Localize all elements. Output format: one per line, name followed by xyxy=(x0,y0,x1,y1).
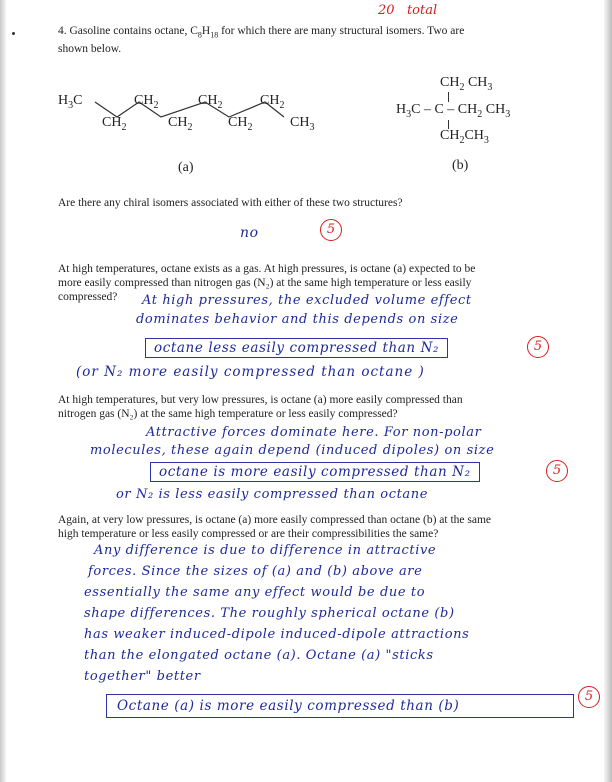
intro-h: H xyxy=(201,25,211,37)
q2-line-3: compressed? xyxy=(58,291,118,303)
q4-hand-4: shape differences. The roughly spherical octane (b) xyxy=(84,606,455,621)
page-edge-right xyxy=(604,0,612,782)
q3-boxed-answer: octane is more easily compressed than N₂ xyxy=(150,462,480,482)
q4-hand-1: Any difference is due to difference in attractive xyxy=(94,543,437,558)
structure-a-h3c: $H_3C$ xyxy=(58,93,83,111)
total-score-label: 20 total xyxy=(378,3,438,18)
page-edge-left xyxy=(0,0,6,782)
q4-hand-2: forces. Since the sizes of (a) and (b) above are xyxy=(88,564,423,579)
q1-score-circle: 5 xyxy=(320,219,342,241)
q4-hand-5: has weaker induced-dipole induced-dipole attractions xyxy=(84,627,470,642)
structure-a-ch2-top-1: $CH_2$ xyxy=(134,93,159,111)
intro-sub-18: 18 xyxy=(210,30,219,40)
q4-line-1: Again, at very low pressures, is octane (a) more easily compressed than octane (b) at the same xyxy=(58,514,492,526)
q3-line-1: At high temperatures, but very low pressures, is octane (a) more easily compressed than xyxy=(58,394,463,406)
q4-text xyxy=(58,513,491,541)
q1-text: Are there any chiral isomers associated with either of these two structures? xyxy=(58,197,403,209)
q4-line-2: high temperature or less easily compressed or are their compressibilities the same? xyxy=(58,528,439,540)
structure-b-caption: (b) xyxy=(452,158,469,173)
q1-answer: no xyxy=(240,225,259,241)
structure-a-caption: (a) xyxy=(178,160,194,175)
q2-hand-1: At high pressures, the excluded volume effect xyxy=(142,293,472,308)
structure-b-vbond-top xyxy=(448,92,449,102)
structure-a-ch2-top-3: $CH_2$ xyxy=(260,93,285,111)
question-intro xyxy=(58,24,558,56)
q3-score-circle: 5 xyxy=(546,460,568,482)
structure-a-ch2-bottom-1: $CH_2$ xyxy=(102,115,127,133)
structure-b-middle: $H_3C$ – C – $CH_2$ $CH_3$ xyxy=(396,102,511,120)
question-number: 4. xyxy=(58,25,67,37)
q3-text xyxy=(58,393,463,421)
q2-boxed-answer: octane less easily compressed than N₂ xyxy=(145,338,448,358)
q4-hand-7: together" better xyxy=(84,669,201,684)
q4-boxed-answer: Octane (a) is more easily compressed than (b) xyxy=(106,694,574,718)
structure-a-ch2-bottom-3: $CH_2$ xyxy=(228,115,253,133)
q4-score-circle: 5 xyxy=(578,686,600,708)
intro-text-rest: for which there are many structural isomers. Two are xyxy=(218,25,465,37)
structure-b-bottom: $CH_2CH_3$ xyxy=(440,128,489,146)
q4-hand-6: than the elongated octane (a). Octane (a) "sticks xyxy=(84,648,434,663)
q3-hand-2: molecules, these again depend (induced dipoles) on size xyxy=(90,443,495,458)
q2-alt-answer: (or N₂ more easily compressed than octane ) xyxy=(76,364,425,380)
intro-text-1: Gasoline contains octane, C xyxy=(69,25,198,37)
q2-score-circle: 5 xyxy=(527,336,549,358)
structure-a-ch2-bottom-2: $CH_2$ xyxy=(168,115,193,133)
margin-dot xyxy=(12,32,15,35)
structure-a-ch2-top-2: $CH_2$ xyxy=(198,93,223,111)
intro-text-2: shown below. xyxy=(58,43,122,56)
intro-sub-8: 8 xyxy=(197,30,202,40)
q3-alt-answer: or N₂ is less easily compressed than octane xyxy=(116,487,429,502)
q3-line-2: nitrogen gas (N₂) at the same high temperature or less easily compressed? xyxy=(58,408,398,420)
structure-b-top: $CH_2$ $CH_3$ xyxy=(440,75,493,93)
q2-line-2: more easily compressed than nitrogen gas (N₂) at the same high temperature or less easily xyxy=(58,277,472,289)
q3-hand-1: Attractive forces dominate here. For non-polar xyxy=(146,425,482,440)
q4-hand-3: essentially the same any effect would be due to xyxy=(84,585,426,600)
structure-a-ch3-bottom: $CH_3$ xyxy=(290,115,315,133)
q2-hand-2: dominates behavior and this depends on size xyxy=(136,312,459,327)
q2-line-1: At high temperatures, octane exists as a gas. At high pressures, is octane (a) expected to be xyxy=(58,263,476,275)
